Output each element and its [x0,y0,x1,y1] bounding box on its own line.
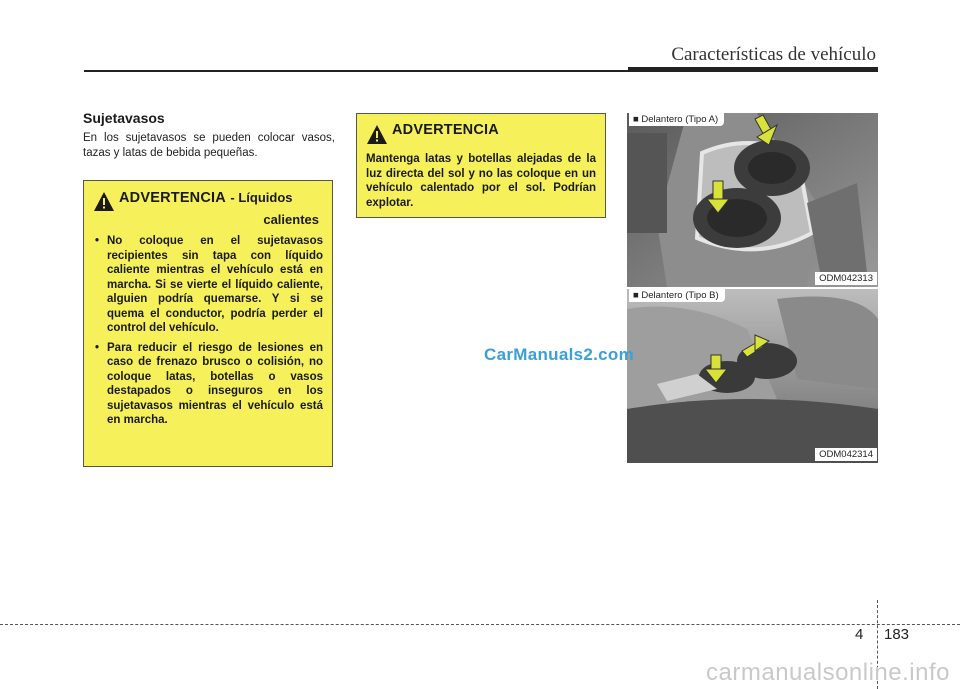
cupholder-illustration [627,113,878,287]
footer-watermark[interactable]: carmanualsonline.info [706,659,950,686]
chapter-number: 4 [855,626,864,643]
warning-list [93,234,323,428]
cupholder-photo-type-b [627,289,878,463]
cupholder-illustration [627,289,878,463]
warning-subtitle: - Líquidos [230,190,293,205]
photo-label: ■ Delantero (Tipo B) [629,289,725,302]
warning-triangle-icon [366,124,388,146]
intro-paragraph: En los sujetavasos se pueden colocar vasos, tazas y latas de bebida pequeñas. [83,132,335,159]
photo-code: ODM042313 [815,272,877,285]
cupholder-photo-type-a [627,113,878,287]
header-rule-accent [628,67,878,72]
warning-box-sunlight [356,113,606,218]
warning-item: • No coloque en el sujetavasos recipientes sin tapa con líquido caliente mientras el vehículo está en marcha. Si se vierte el líquido caliente, alguien podría quemarse. Y si se quema el conductor, podría perder el control del vehículo. [93,234,323,336]
section-heading: Sujetavasos [83,110,165,126]
photo-code: ODM042314 [815,448,877,461]
warning-box-hot-liquids [83,180,333,467]
warning-item: • Para reducir el riesgo de lesiones en caso de frenazo brusco o colisión, no coloque latas, botellas o vasos destapados o inseguros en los sujetavasos mientras el vehículo está en marcha. [93,341,323,428]
warning-title: ADVERTENCIA [392,122,499,138]
warning-triangle-icon [93,191,115,213]
watermark[interactable]: CarManuals2.com [484,345,634,364]
warning-title: ADVERTENCIA [119,190,226,206]
footer-dashed-rule [0,624,960,625]
warning-subtitle-line2: calientes [263,212,319,227]
page-number: 183 [884,626,910,643]
photo-label: ■ Delantero (Tipo A) [629,113,724,126]
header-title: Características de vehículo [671,44,876,65]
warning-text: Mantenga latas y botellas alejadas de la luz directa del sol y no las coloque en un vehículo calentado por el sol. Podrían explotar. [366,153,596,209]
